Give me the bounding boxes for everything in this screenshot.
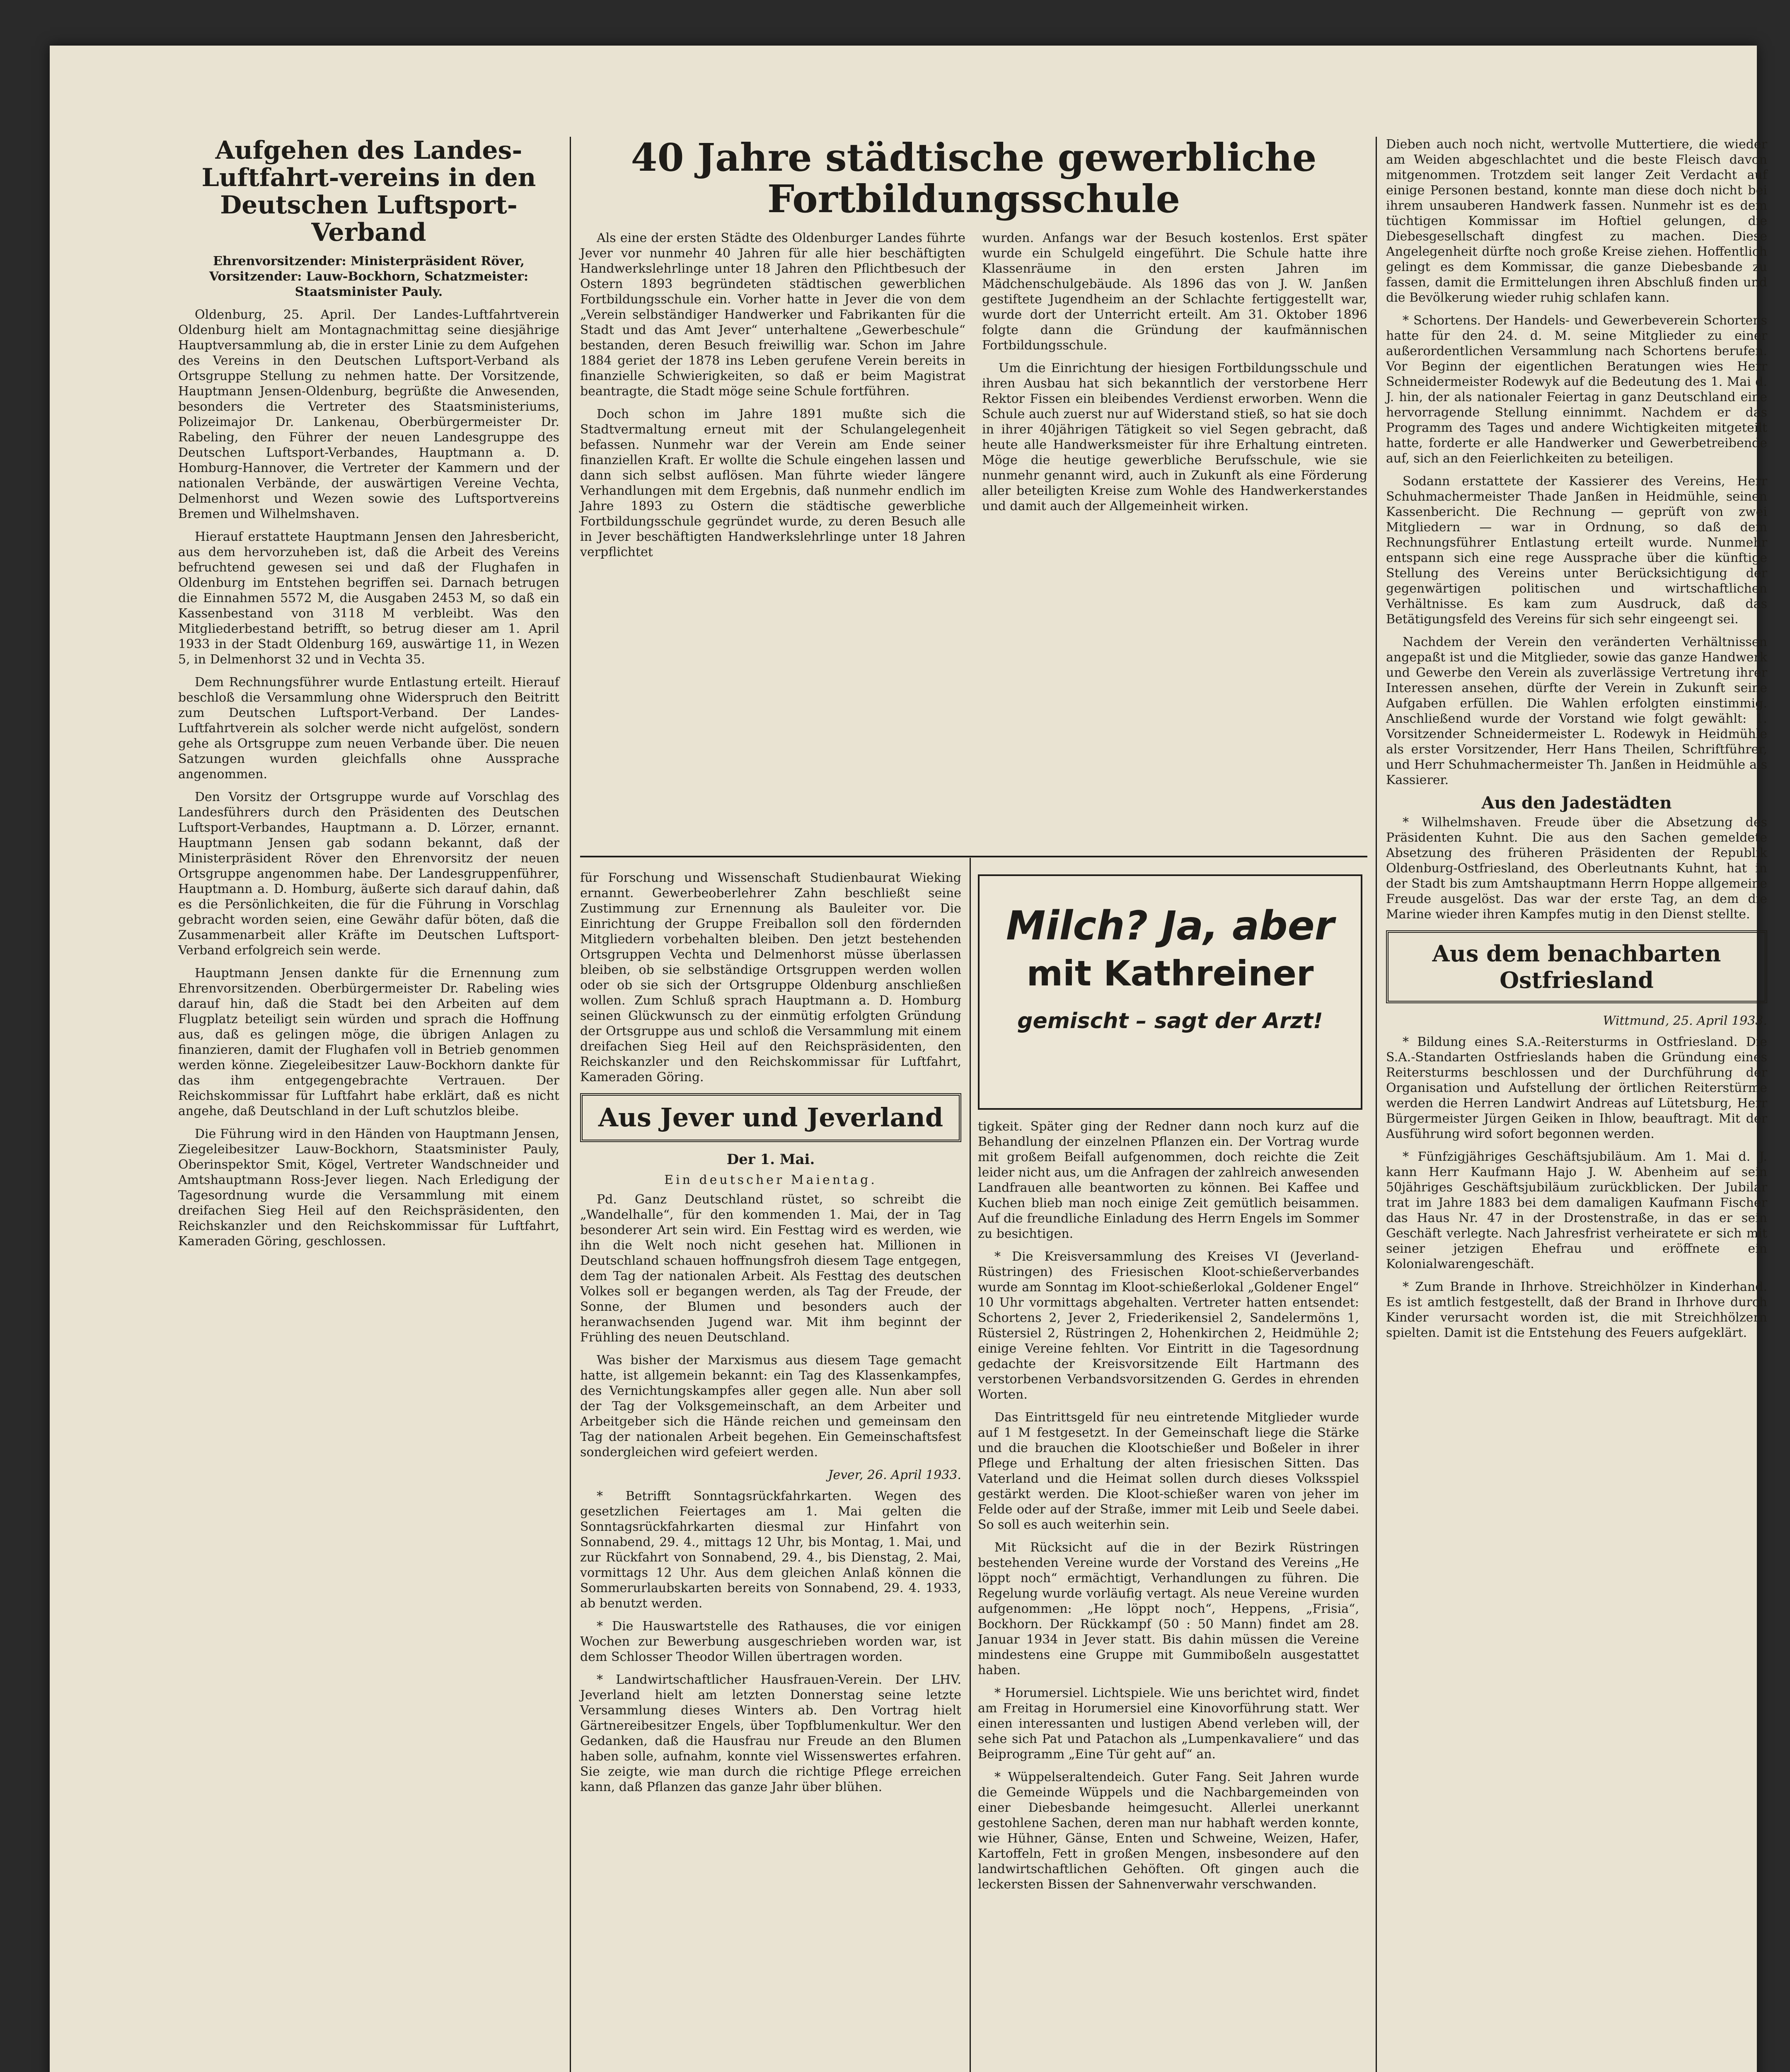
ad-line-3: gemischt – sagt der Arzt!	[1017, 1009, 1323, 1034]
column-1	[178, 137, 559, 1256]
paragraph: * Betrifft Sonntagsrückfahrkarten. Wegen des gesetzlichen Feiertages am 1. Mai gelten die Sonntagsrückfahrkarten diesmal zur Hinfahrt von Sonnabend, 29. 4., mittags 12 Uhr, bis Montag, 1. Mai, und zur Rückfahrt von Sonnabend, 29. 4., bis Dienstag, 2. Mai, vormittags 12 Uhr. Aus dem gleichen Anlaß können die Sommerurlaubskarten bereits von Sonnabend, 29. 4. 1933, ab benutzt werden.	[580, 1489, 961, 1611]
dateline-wittmund: Wittmund, 25. April 1933.	[1603, 1014, 1767, 1028]
section-box-jever: Aus Jever und Jeverland	[580, 1093, 961, 1142]
paragraph: Um die Einrichtung der hiesigen Fortbildungsschule und ihren Ausbau hat sich bekanntlich der verstorbene Herr Rektor Fissen ein bleibendes Verdienst erworben. Wenn die Schule auch zuerst nur auf Widerstand stieß, so hat sie doch in ihrer 40jährigen Tätigkeit so viel Segen gebracht, daß heute alle Handwerksmeister für ihre Erhaltung eintreten. Möge die heutige gewerbliche Berufsschule, wie sie nunmehr genannt wird, auch in Zukunft als eine Förderung aller beteiligten Kreise zum Wohle des Handwerkerstandes und damit auch der Allgemeinheit wirken.	[982, 361, 1367, 513]
paragraph: * Bildung eines S.A.-Reitersturms in Ostfriesland. Die S.A.-Standarten Ostfrieslands haben die Gründung eines Reitersturms beschlossen und der Durchführung der Organisation und Aufstellung der örtlichen Reiterstürme werden die Herren Landwirt Andreas auf Lütetsburg, Herr Bürgermeister Jürgen Geiken in Ihlow, beauftragt. Mit der Ausführung wird sofort begonnen werden.	[1386, 1035, 1767, 1141]
paragraph: * Schortens. Der Handels- und Gewerbeverein Schortens hatte für den 24. d. M. seine Mitglieder zu einer außerordentlichen Versammlung nach Schortens berufen. Vor Beginn der eigentlichen Beratungen wies Herr Schneidermeister Rodewyk auf die Bedeutung des 1. Mai d. J. hin, der als nationaler Feiertag in ganz Deutschland eine hervorragende Stellung einnimmt. Nachdem er das Programm des Tages und andere Wichtigkeiten mitgeteilt hatte, forderte er alle Handwerker und Gewerbetreibende auf, sich an den Feierlichkeiten zu beteiligen.	[1386, 313, 1767, 466]
headline-fortbildungsschule: 40 Jahre städtische gewerbliche Fortbildungsschule	[631, 135, 1317, 221]
column-2-lower	[580, 870, 961, 1802]
paragraph: * Landwirtschaftlicher Hausfrauen-Verein. Der LHV. Jeverland hielt am letzten Donnerstag seine letzte Versammlung dieses Winters ab. Den Vortrag hielt Gärtnereibesitzer Engels, über Topfblumenkultur. Wer den Gedanken, daß die Hausfrau nur Freude an den Blumen haben solle, aufnahm, konnte viel Wissenswertes erfahren. Sie zeigte, wie man durch die richtige Pflege erreichen kann, daß Pflanzen das ganze Jahr über blühen.	[580, 1673, 961, 1794]
column-3	[978, 1119, 1359, 1900]
paragraph: Den Vorsitz der Ortsgruppe wurde auf Vorschlag des Landesführers durch den Präsidenten des Deutschen Luftsport-Verbandes, Hauptmann a. D. Lörzer, ernannt. Hauptmann Jensen gab sodann bekannt, daß der Ministerpräsident Röver den Ehrenvorsitz der neuen Ortsgruppe angenommen habe. Der Landesgruppenführer, Hauptmann a. D. Homburg, äußerte sich darauf dahin, daß es die Persönlichkeiten, die für die Führung in Vorschlag gebracht worden seien, eine Gewähr dafür böten, daß die Zusammenarbeit aller Kräfte im Deutschen Luftsport-Verband erfolgreich sein werde.	[178, 790, 559, 958]
paragraph: tigkeit. Später ging der Redner dann noch kurz auf die Behandlung der einzelnen Pflanzen ein. Der Vortrag wurde mit großem Beifall aufgenommen, doch reichte die Zeit leider nicht aus, um die Anfragen der zahlreich anwesenden Landfrauen alle beantworten zu können. Bei Kaffee und Kuchen blieb man noch einige Zeit gemütlich beisammen. Auf die freundliche Einladung des Herrn Engels im Sommer zu besichtigen.	[978, 1119, 1359, 1241]
dateline-jever: Jever, 26. April 1933.	[828, 1468, 961, 1482]
paragraph: * Die Hauswartstelle des Rathauses, die vor einigen Wochen zur Bewerbung ausgeschrieben worden war, ist dem Schlosser Theodor Willen übertragen worden.	[580, 1619, 961, 1664]
paragraph: Oldenburg, 25. April. Der Landes-Luftfahrtverein Oldenburg hielt am Montagnachmittag seine diesjährige Hauptversammlung ab, die in erster Linie zu dem Aufgehen des Vereins in den Deutschen Luftsport-Verband als Ortsgruppe Stellung zu nehmen hatte. Der Vorsitzende, Hauptmann Jensen-Oldenburg, begrüßte die Anwesenden, besonders die Vertreter des Staatsministeriums, Polizeimajor Dr. Lankenau, Oberbürgermeister Dr. Rabeling, den Führer der neuen Landesgruppe des Deutschen Luftsport-Verbandes, Hauptmann a. D. Homburg-Hannover, die Vertreter der Kammern und der nationalen Verbände, der auswärtigen Vereine Vechta, Delmenhorst und Wezen sowie des Luftsportvereins Bremen und Wilhelmshaven.	[178, 307, 559, 521]
paragraph: für Forschung und Wissenschaft Studienbaurat Wieking ernannt. Gewerbeoberlehrer Zahn beschließt seine Zustimmung zur Ernennung als Bauleiter vor. Die Einrichtung der Gruppe Freiballon soll den fördernden Mitgliedern vorbehalten bleiben. Den jetzt bestehenden Ortsgruppen Vechta und Delmenhorst müsse überlassen bleiben, ob sie selbständige Ortsgruppen werden wollen oder ob sie sich der Ortsgruppe Oldenburg anschließen wollen. Zum Schluß sprach Hauptmann a. D. Homburg seinen Glückwunsch zu der einmütig erfolgten Gründung der Ortsgruppe aus und schloß die Versammlung mit einem dreifachen Sieg Heil auf den Reichspräsidenten, den Reichskanzler und den Reichskommissar für Luftfahrt, Kameraden Göring.	[580, 871, 961, 1084]
section-box-ostfriesland: Aus dem benachbarten Ostfriesland	[1386, 930, 1767, 1003]
article-fortbildungsschule	[580, 137, 1367, 567]
headline-luftfahrt: Aufgehen des Landes-Luftfahrt-vereins in den Deutschen Luftsport-Verband	[201, 136, 536, 247]
paragraph: Mit Rücksicht auf die in der Bezirk Rüstringen bestehenden Vereine wurde der Vorstand des Vereins „He löppt noch“ ermächtigt, Verhandlungen zu führen. Die Regelung wurde vorläufig vertagt. Als neue Vereine wurden aufgenommen: „He löppt noch“, Heppens, „Frisia“, Bockhorn. Der Rückkampf (50 : 50 Mann) findet am 28. Januar 1934 in Jever statt. Bis dahin müssen die Vereine mindestens eine Gruppe mit Gummiboßeln ausgestattet haben.	[978, 1540, 1359, 1677]
paragraph: * Fünfzigjähriges Geschäftsjubiläum. Am 1. Mai d. J. kann Herr Kaufmann Hajo J. W. Abenheim auf sein 50jähriges Geschäftsjubiläum zurückblicken. Der Jubilar trat im Jahre 1883 bei dem damaligen Kaufmann Fischer das Haus Nr. 47 in der Drostenstraße, in das er sein Geschäft verlegte. Nach Jahresfrist verheiratete er sich mit seiner jetzigen Ehefrau und eröffnete ein Kolonialwarengeschäft.	[1386, 1150, 1767, 1271]
ad-line-2: mit Kathreiner	[1026, 953, 1314, 994]
paragraph: * Die Kreisversammlung des Kreises VI (Jeverland-Rüstringen) des Friesischen Kloot-schießerverbandes wurde am Sonntag im Kloot-schießerlokal „Goldener Engel“ 10 Uhr vormittags abgehalten. Vertreter hatten entsendet: Schortens 2, Jever 2, Friederikensiel 2, Sandelermöns 1, Rüstersiel 2, Rüstringen 2, Hohenkirchen 2, Heidmühle 2; einige Vereine fehlten. Vor Eintritt in die Tagesordnung gedachte der Kreisvorsitzende Eilt Hartmann des verstorbenen Verbandsvorsitzenden G. Gerdes in ehrenden Worten.	[978, 1249, 1359, 1402]
horizontal-divider	[580, 856, 1367, 857]
column-divider	[970, 858, 971, 2072]
paragraph: Sodann erstattete der Kassierer des Vereins, Herr Schuhmachermeister Thade Janßen in Heidmühle, seinen Kassenbericht. Die Rechnung — geprüft von zwei Mitgliedern — war in Ordnung, so daß dem Rechnungsführer Entlastung erteilt wurde. Nunmehr entspann sich eine rege Aussprache über die künftige Stellung des Vereins unter Berücksichtigung der gegenwärtigen politischen und wirtschaftlichen Verhältnisse. Es kam zum Ausdruck, daß das Betätigungsfeld des Vereins für sich sehr eingeengt sei.	[1386, 474, 1767, 627]
column-divider	[1376, 137, 1377, 2072]
ad-line-1: Milch? Ja, aber	[1006, 903, 1335, 949]
paragraph: Dem Rechnungsführer wurde Entlastung erteilt. Hierauf beschloß die Versammlung ohne Widerspruch den Beitritt zum Deutschen Luftsport-Verband. Der Landes-Luftfahrtverein als solcher werde nicht aufgelöst, sondern gehe als Ortsgruppe zum neuen Verbande über. Die neuen Satzungen wurden gleichfalls ohne Aussprache angenommen.	[178, 675, 559, 782]
kathreiner-advertisement	[978, 874, 1362, 1110]
column-divider	[570, 137, 571, 2072]
newspaper-page	[50, 46, 1767, 2072]
paragraph: Hauptmann Jensen dankte für die Ernennung zum Ehrenvorsitzenden. Oberbürgermeister Dr. Rabeling wies darauf hin, daß die Stadt bei den Arbeiten auf dem Flugplatz beteiligt sein würden und sprach die Hoffnung aus, daß es gelingen möge, die übrigen Anlagen zu finanzieren, damit der Flughafen voll in Betrieb genommen werden könne. Ziegeleibesitzer Lauw-Bockhorn dankte für das ihm entgegengebrachte Vertrauen. Der Reichskommissar für Luftfahrt habe erklärt, daß es nicht angehe, daß Deutschland in der Luft schutzlos bleibe.	[178, 966, 559, 1118]
paragraph: * Wüppelseraltendeich. Guter Fang. Seit Jahren wurde die Gemeinde Wüppels und die Nachbargemeinden von einer Diebesbande heimgesucht. Allerlei unerkannt gestohlene Sachen, deren man nur habhaft werden konnte, wie Hühner, Gänse, Enten und Schweine, Weizen, Hafer, Kartoffeln, Fett in großen Mengen, insbesondere auf den landwirtschaftlichen Gehöften. Oft gingen auch die leckersten Bissen der Sahnenverwahr verschwanden.	[978, 1770, 1359, 1892]
paragraph: Hierauf erstattete Hauptmann Jensen den Jahresbericht, aus dem hervorzuheben ist, daß die Arbeit des Vereins befruchtend gewesen sei und daß der Flughafen in Oldenburg im Entstehen begriffen sei. Darnach betrugen die Einnahmen 5572 M, die Ausgaben 2453 M, so daß ein Kassenbestand von 3118 M verbleibt. Was den Mitgliederbestand betrifft, so betrug dieser am 1. April 1933 in der Stadt Oldenburg 169, auswärtige 11, in Wezen 5, in Delmenhorst 32 und in Vechta 35.	[178, 530, 559, 667]
paragraph: * Wilhelmshaven. Freude über die Absetzung des Präsidenten Kuhnt. Die aus den Sachen gemeldete Absetzung des früheren Präsidenten der Republik Oldenburg-Ostfriesland, des Oberleutnants Kuhnt, hat in der Stadt bis zum Amtshauptmann Herrn Hoppe allgemeine Freude ausgelöst. Das war der erste Tag, an dem die Marine wieder ihren Kampfes mutig in den Dienst stellte.	[1386, 815, 1767, 922]
officers-line: Ehrenvorsitzender: Ministerpräsident Röver, Vorsitzender: Lauw-Bockhorn, Schatzmeister: Staatsminister Pauly.	[209, 254, 529, 299]
paragraph: * Horumersiel. Lichtspiele. Wie uns berichtet wird, findet am Freitag in Horumersiel eine Kinovorführung statt. Wer einen interessanten und lustigen Abend verleben will, der sehe sich Pat und Patachon als „Lumpenkavaliere“ und das Beiprogramm „Eine Tür geht auf“ an.	[978, 1686, 1359, 1762]
paragraph: wurden. Anfangs war der Besuch kostenlos. Erst später wurde ein Schulgeld eingeführt. Die Schule hatte ihre Klassenräume in den ersten Jahren im Mädchenschulgebäude. Als 1896 das von J. W. Janßen gestiftete Jugendheim an der Schlachte fertiggestellt war, wurde dort der Unterricht erteilt. Am 31. Oktober 1896 folgte dann die Gründung der kaufmännischen Fortbildungsschule.	[982, 231, 1367, 353]
paragraph: Als eine der ersten Städte des Oldenburger Landes führte Jever vor nunmehr 40 Jahren für alle hier beschäftigten Handwerkslehrlinge unter 18 Jahren den Pflichtbesuch der Ostern 1893 begründeten städtischen gewerblichen Fortbildungsschule ein. Vorher hatte in Jever die von dem „Verein selbständiger Handwerker und Fabrikanten für die Stadt und das Amt Jever“ unterhaltene „Gewerbeschule“ bestanden, deren Besuch freiwillig war. Schon im Jahre 1884 geriet der 1878 ins Leben gerufene Verein bereits in finanzielle Schwierigkeiten, so daß er beim Magistrat beantragte, die Stadt möge seine Schule fortführen.	[580, 231, 965, 399]
paragraph: Das Eintrittsgeld für neu eintretende Mitglieder wurde auf 1 M festgesetzt. In der Gemeinschaft liege die Stärke und die brauchen die Klootschießer und Boßeler in ihrer Pflege und Erhaltung der alten friesischen Sitten. Das Vaterland und die Heimat sollen durch dieses Volksspiel gestärkt werden. Die Kloot-schießer waren von jeher im Felde oder auf der Straße, immer mit Leib und Seele dabei. So soll es auch weiterhin sein.	[978, 1410, 1359, 1532]
subhead-1-mai: Der 1. Mai.	[726, 1151, 815, 1168]
paragraph: Nachdem der Verein den veränderten Verhältnissen angepaßt ist und die Mitglieder, sowie das ganze Handwerk und Gewerbe den Verein als zuverlässige Vertretung ihrer Interessen ansehen, dürfte der Verein in Zukunft seine Aufgaben erfüllen. Die Wahlen erfolgten einstimmig. Anschließend wurde der Vorstand wie folgt gewählt: 1. Vorsitzender Schneidermeister L. Rodewyk in Heidmühle als erster Vorsitzender, Herr Hans Theilen, Schriftführer, und Herr Schuhmachermeister Th. Janßen in Heidmühle als Kassierer.	[1386, 635, 1767, 787]
subhead-maientag: Ein deutscher Maientag.	[664, 1173, 877, 1187]
paragraph: Was bisher der Marxismus aus diesem Tage gemacht hatte, ist allgemein bekannt: ein Tag des Klassenkampfes, des Vernichtungskampfes aller gegen alle. Nun aber soll der Tag der Volksgemeinschaft, an dem Arbeiter und Arbeitgeber sich die Hände reichen und gemeinsam den Tag der nationalen Arbeit begehen. Ein Gemeinschaftsfest sondergleichen wird gefeiert werden.	[580, 1353, 961, 1460]
paragraph: Die Führung wird in den Händen von Hauptmann Jensen, Ziegeleibesitzer Lauw-Bockhorn, Staatsminister Pauly, Oberinspektor Smit, Kögel, Vertreter Wandschneider und Amtshauptmann Ross-Jever liegen. Nach Erledigung der Tagesordnung wurde die Versammlung mit einem dreifachen Sieg Heil auf den Reichspräsidenten, den Reichskanzler und den Reichskommissar für Luftfahrt, Kameraden Göring, geschlossen.	[178, 1127, 559, 1249]
paragraph: * Zum Brande in Ihrhove. Streichhölzer in Kinderhand. Es ist amtlich festgestellt, daß der Brand in Ihrhove durch Kinder verursacht worden ist, die mit Streichhölzern spielten. Damit ist die Entstehung des Feuers aufgeklärt.	[1386, 1280, 1767, 1340]
subhead-jadestaedte: Aus den Jadestädten	[1481, 793, 1672, 813]
paragraph: Doch schon im Jahre 1891 mußte sich die Stadtvermaltung erneut mit der Schulangelegenheit befassen. Nunmehr war der Verein am Ende seiner finanziellen Kraft. Er wollte die Schule eingehen lassen und dann sich selbst auflösen. Man führte wieder längere Verhandlungen mit dem Ergebnis, daß nunmehr endlich im Jahre 1893 zu Ostern die städtische gewerbliche Fortbildungsschule gegründet wurde, zu deren Besuch alle in Jever beschäftigten Handwerkslehrlinge unter 18 Jahren verpflichtet	[580, 407, 965, 559]
column-4	[1386, 137, 1767, 1348]
paragraph: Dieben auch noch nicht, wertvolle Muttertiere, die wieder am Weiden abgeschlachtet und die beste Fleisch davon mitgenommen. Trotzdem seit langer Zeit Verdacht auf einige Personen bestand, konnte man diese doch nicht bei ihrem unsauberen Handwerk fassen. Nunmehr ist es dem tüchtigen Kommissar im Hoftiel gelungen, die Diebesgesellschaft dingfest zu machen. Diese Angelegenheit dürfte noch große Kreise ziehen. Hoffentlich gelingt es dem Kommissar, die ganze Diebesbande zu fassen, damit die Ermittelungen ihren Abschluß finden und die Bevölkerung wieder ruhig schlafen kann.	[1386, 137, 1767, 305]
paragraph: Pd. Ganz Deutschland rüstet, so schreibt die „Wandelhalle“, für den kommenden 1. Mai, der in Tag besonderer Art sein wird. Ein Festtag wird es werden, wie ihn die Welt noch nicht gesehen hat. Millionen in Deutschland schauen hoffnungsfroh diesem Tage entgegen, dem Tag der nationalen Arbeit. Als Festtag des deutschen Volkes soll er begangen werden, als Tag der Freude, der Sonne, der Blumen und besonders auch der heranwachsenden Jugend war. Mit ihm beginnt der Frühling des neuen Deutschland.	[580, 1192, 961, 1345]
